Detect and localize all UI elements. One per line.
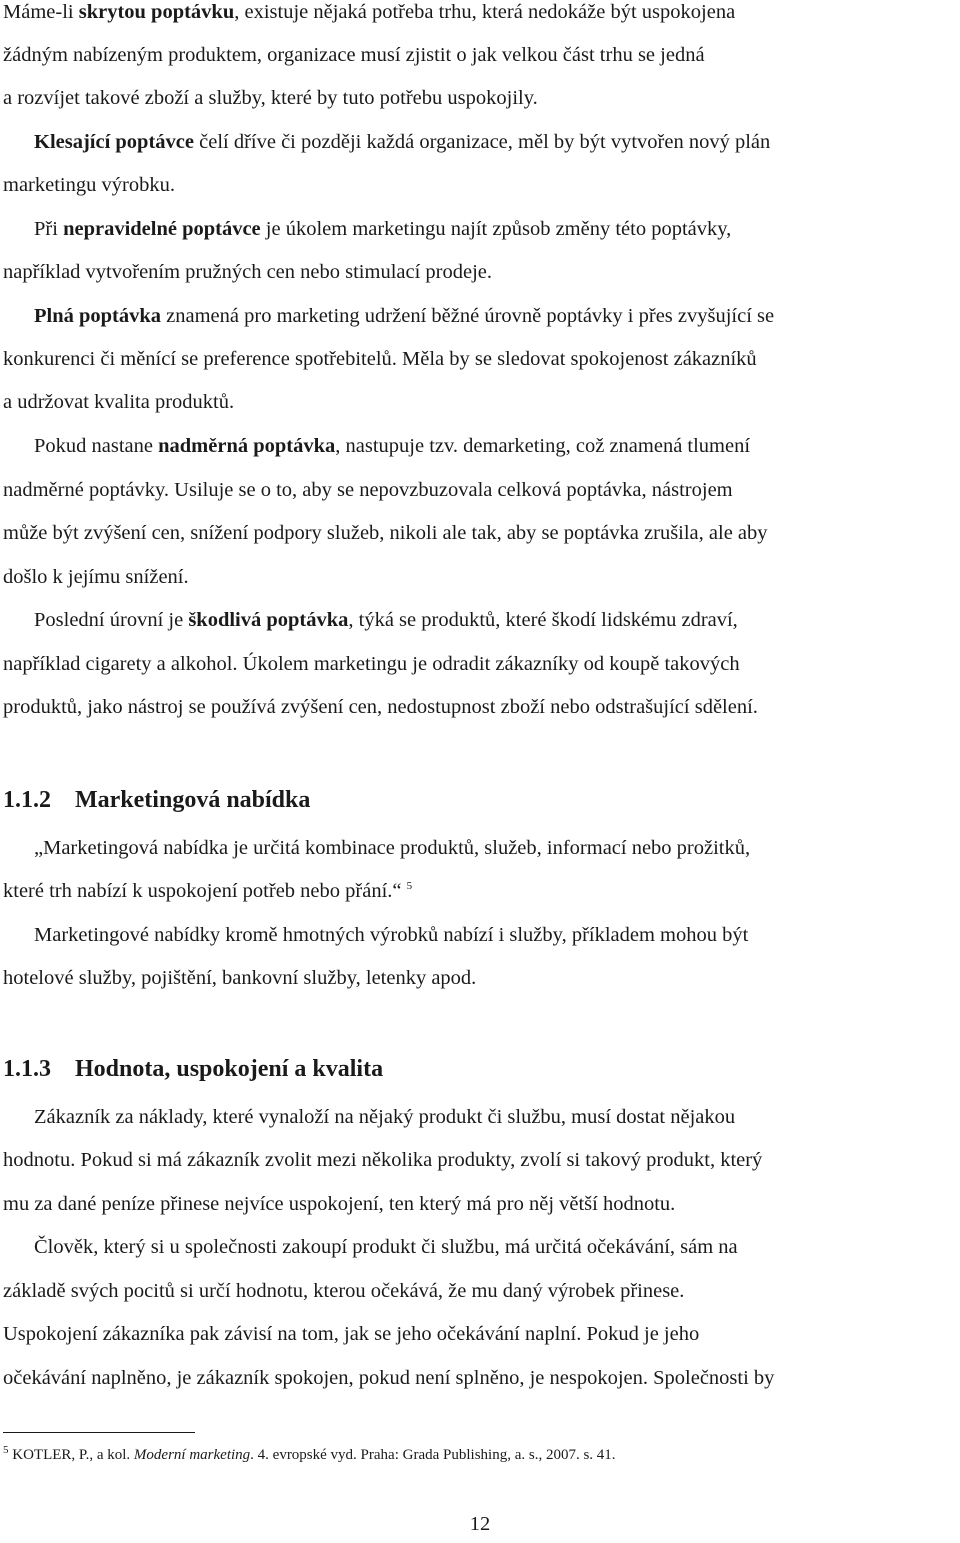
paragraph-line: hodnotu. Pokud si má zákazník zvolit mezi několika produkty, zvolí si takový produkt, který xyxy=(3,1149,763,1171)
paragraph-line: Marketingové nabídky kromě hmotných výrobků nabízí i služby, příkladem mohou být xyxy=(34,924,749,946)
paragraph-line: Poslední úrovní je škodlivá poptávka, týká se produktů, které škodí lidskému zdraví, xyxy=(34,609,738,631)
paragraph-line: Člověk, který si u společnosti zakoupí produkt či službu, má určitá očekávání, sám na xyxy=(34,1236,738,1258)
quote-line: které trh nabízí k uspokojení potřeb nebo přání.“ $^5$ xyxy=(3,880,413,902)
paragraph-line: žádným nabízeným produktem, organizace musí zjistit o jak velkou část trhu se jedná xyxy=(3,44,705,66)
bold-term: Plná poptávka xyxy=(34,305,162,327)
paragraph-line: například cigarety a alkohol. Úkolem marketingu je odradit zákazníky od koupě takových xyxy=(3,653,740,675)
paragraph-line: Klesající poptávce čelí dříve či později každá organizace, měl by být vytvořen nový plán xyxy=(34,131,771,153)
paragraph-line: Při nepravidelné poptávce je úkolem marketingu najít způsob změny této poptávky, xyxy=(34,218,732,240)
quote-line: „Marketingová nabídka je určitá kombinace produktů, služeb, informací nebo prožitků, xyxy=(34,837,751,859)
section-title: Hodnota, uspokojení a kvalita xyxy=(75,1056,384,1082)
paragraph-line: mu za dané peníze přinese nejvíce uspokojení, ten který má pro něj větší hodnotu. xyxy=(3,1193,676,1215)
paragraph-line: a rozvíjet takové zboží a služby, které by tuto potřebu uspokojily. xyxy=(3,87,538,109)
paragraph-line: a udržovat kvalita produktů. xyxy=(3,391,235,413)
paragraph-line: nadměrné poptávky. Usiluje se o to, aby se nepovzbuzovala celková poptávka, nástrojem xyxy=(3,479,733,501)
text-run: Máme-li skrytou poptávku, existuje nějaká potřeba trhu, která nedokáže být uspokojena xyxy=(3,1,736,23)
paragraph-line: Uspokojení zákazníka pak závisí na tom, jak se jeho očekávání naplní. Pokud je jeho xyxy=(3,1323,700,1345)
paragraph-line: může být zvýšení cen, snížení podpory služeb, nikoli ale tak, aby se poptávka zrušila, ale aby xyxy=(3,522,768,544)
paragraph-line: došlo k jejímu snížení. xyxy=(3,566,189,588)
paragraph-line: marketingu výrobku. xyxy=(3,174,175,196)
footnote: $^5$ KOTLER, P., a kol. Moderní marketing. 4. evropské vyd. Praha: Grada Publishing, a. s., 2007. s. 41. xyxy=(3,1444,616,1463)
page-number: 12 xyxy=(469,1513,491,1535)
bold-term: skrytou poptávku xyxy=(78,1,235,23)
section-number: 1.1.2 xyxy=(3,787,51,813)
paragraph-line: hotelové služby, pojištění, bankovní služby, letenky apod. xyxy=(3,967,477,989)
bold-term: Klesající poptávce xyxy=(34,131,194,153)
paragraph-line: například vytvořením pružných cen nebo stimulací prodeje. xyxy=(3,261,492,283)
paragraph-line: Plná poptávka znamená pro marketing udržení běžné úrovně poptávky i přes zvyšující se xyxy=(34,305,775,327)
bold-term: škodlivá poptávka xyxy=(188,609,349,631)
paragraph-line: Zákazník za náklady, které vynaloží na nějaký produkt či službu, musí dostat nějakou xyxy=(34,1106,736,1128)
paragraph-line: konkurenci či měnící se preference spotřebitelů. Měla by se sledovat spokojenost zákazníků xyxy=(3,348,757,370)
paragraph-line: Pokud nastane nadměrná poptávka, nastupuje tzv. demarketing, což znamená tlumení xyxy=(34,435,751,457)
bold-term: nadměrná poptávka xyxy=(158,435,336,457)
paragraph-line: produktů, jako nástroj se používá zvýšení cen, nedostupnost zboží nebo odstrašující sdělení. xyxy=(3,696,758,718)
footnote-number: 5 xyxy=(3,1444,9,1456)
paragraph-line: základě svých pocitů si určí hodnotu, kterou očekává, že mu daný výrobek přinese. xyxy=(3,1280,685,1302)
paragraph-line xyxy=(3,0,956,24)
section-heading xyxy=(3,1055,383,1083)
section-title: Marketingová nabídka xyxy=(75,787,311,813)
paragraph-line: očekávání naplněno, je zákazník spokojen, pokud není splněno, je nespokojen. Společnosti by xyxy=(3,1367,775,1389)
section-heading xyxy=(3,786,310,814)
section-number: 1.1.3 xyxy=(3,1056,51,1082)
footnote-reference[interactable]: 5 xyxy=(406,880,413,893)
bold-term: nepravidelné poptávce xyxy=(63,218,261,240)
footnote-separator xyxy=(3,1432,195,1433)
footnote-title: Moderní marketing xyxy=(133,1447,251,1463)
